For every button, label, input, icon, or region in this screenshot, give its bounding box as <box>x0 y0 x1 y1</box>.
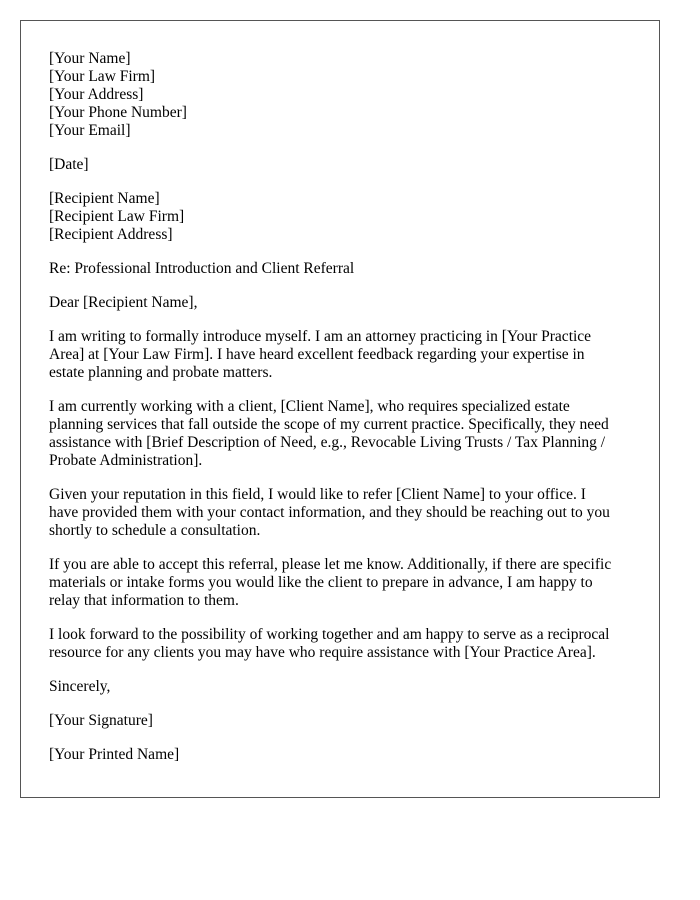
closing-block <box>49 678 631 696</box>
signature: [Your Signature] <box>49 712 153 729</box>
printed-name-block <box>49 746 631 764</box>
date-block <box>49 156 631 174</box>
subject-line: Re: Professional Introduction and Client Referral <box>49 260 355 277</box>
body-paragraph-1 <box>49 328 631 382</box>
paragraph-line: relay that information to them. <box>49 592 239 609</box>
salutation: Dear [Recipient Name], <box>49 294 198 311</box>
paragraph-line: resource for any clients you may have who require assistance with [Your Practice Area]. <box>49 644 596 661</box>
sender-name: [Your Name] <box>49 50 131 67</box>
recipient-address: [Recipient Address] <box>49 226 173 243</box>
paragraph-line: Area] at [Your Law Firm]. I have heard excellent feedback regarding your expertise in <box>49 346 585 363</box>
recipient-firm: [Recipient Law Firm] <box>49 208 185 225</box>
body-paragraph-5 <box>49 626 631 662</box>
paragraph-line: assistance with [Brief Description of Need, e.g., Revocable Living Trusts / Tax Planning / <box>49 434 606 451</box>
paragraph-line: estate planning and probate matters. <box>49 364 273 381</box>
paragraph-line: Probate Administration]. <box>49 452 203 469</box>
paragraph-line: have provided them with your contact information, and they should be reaching out to you <box>49 504 610 521</box>
letter-document <box>20 20 660 798</box>
paragraph-line: shortly to schedule a consultation. <box>49 522 261 539</box>
sender-firm: [Your Law Firm] <box>49 68 156 85</box>
salutation-block <box>49 294 631 312</box>
body-paragraph-4 <box>49 556 631 610</box>
paragraph-line: Given your reputation in this field, I would like to refer [Client Name] to your office. I <box>49 486 586 503</box>
body-paragraph-2 <box>49 398 631 470</box>
signature-block <box>49 712 631 730</box>
closing: Sincerely, <box>49 678 111 695</box>
paragraph-line: I look forward to the possibility of working together and am happy to serve as a reciprocal <box>49 626 610 643</box>
sender-block <box>49 50 631 140</box>
paragraph-line: I am writing to formally introduce myself. I am an attorney practicing in [Your Practice <box>49 328 592 345</box>
sender-email: [Your Email] <box>49 122 131 139</box>
printed-name: [Your Printed Name] <box>49 746 180 763</box>
subject-block <box>49 260 631 278</box>
paragraph-line: If you are able to accept this referral, please let me know. Additionally, if there are specific <box>49 556 612 573</box>
paragraph-line: I am currently working with a client, [Client Name], who requires specialized estate <box>49 398 570 415</box>
paragraph-line: planning services that fall outside the scope of my current practice. Specifically, they need <box>49 416 609 433</box>
recipient-block <box>49 190 631 244</box>
sender-phone: [Your Phone Number] <box>49 104 187 121</box>
paragraph-line: materials or intake forms you would like the client to prepare in advance, I am happy to <box>49 574 593 591</box>
body-paragraph-3 <box>49 486 631 540</box>
letter-date: [Date] <box>49 156 89 173</box>
sender-address: [Your Address] <box>49 86 144 103</box>
recipient-name: [Recipient Name] <box>49 190 160 207</box>
